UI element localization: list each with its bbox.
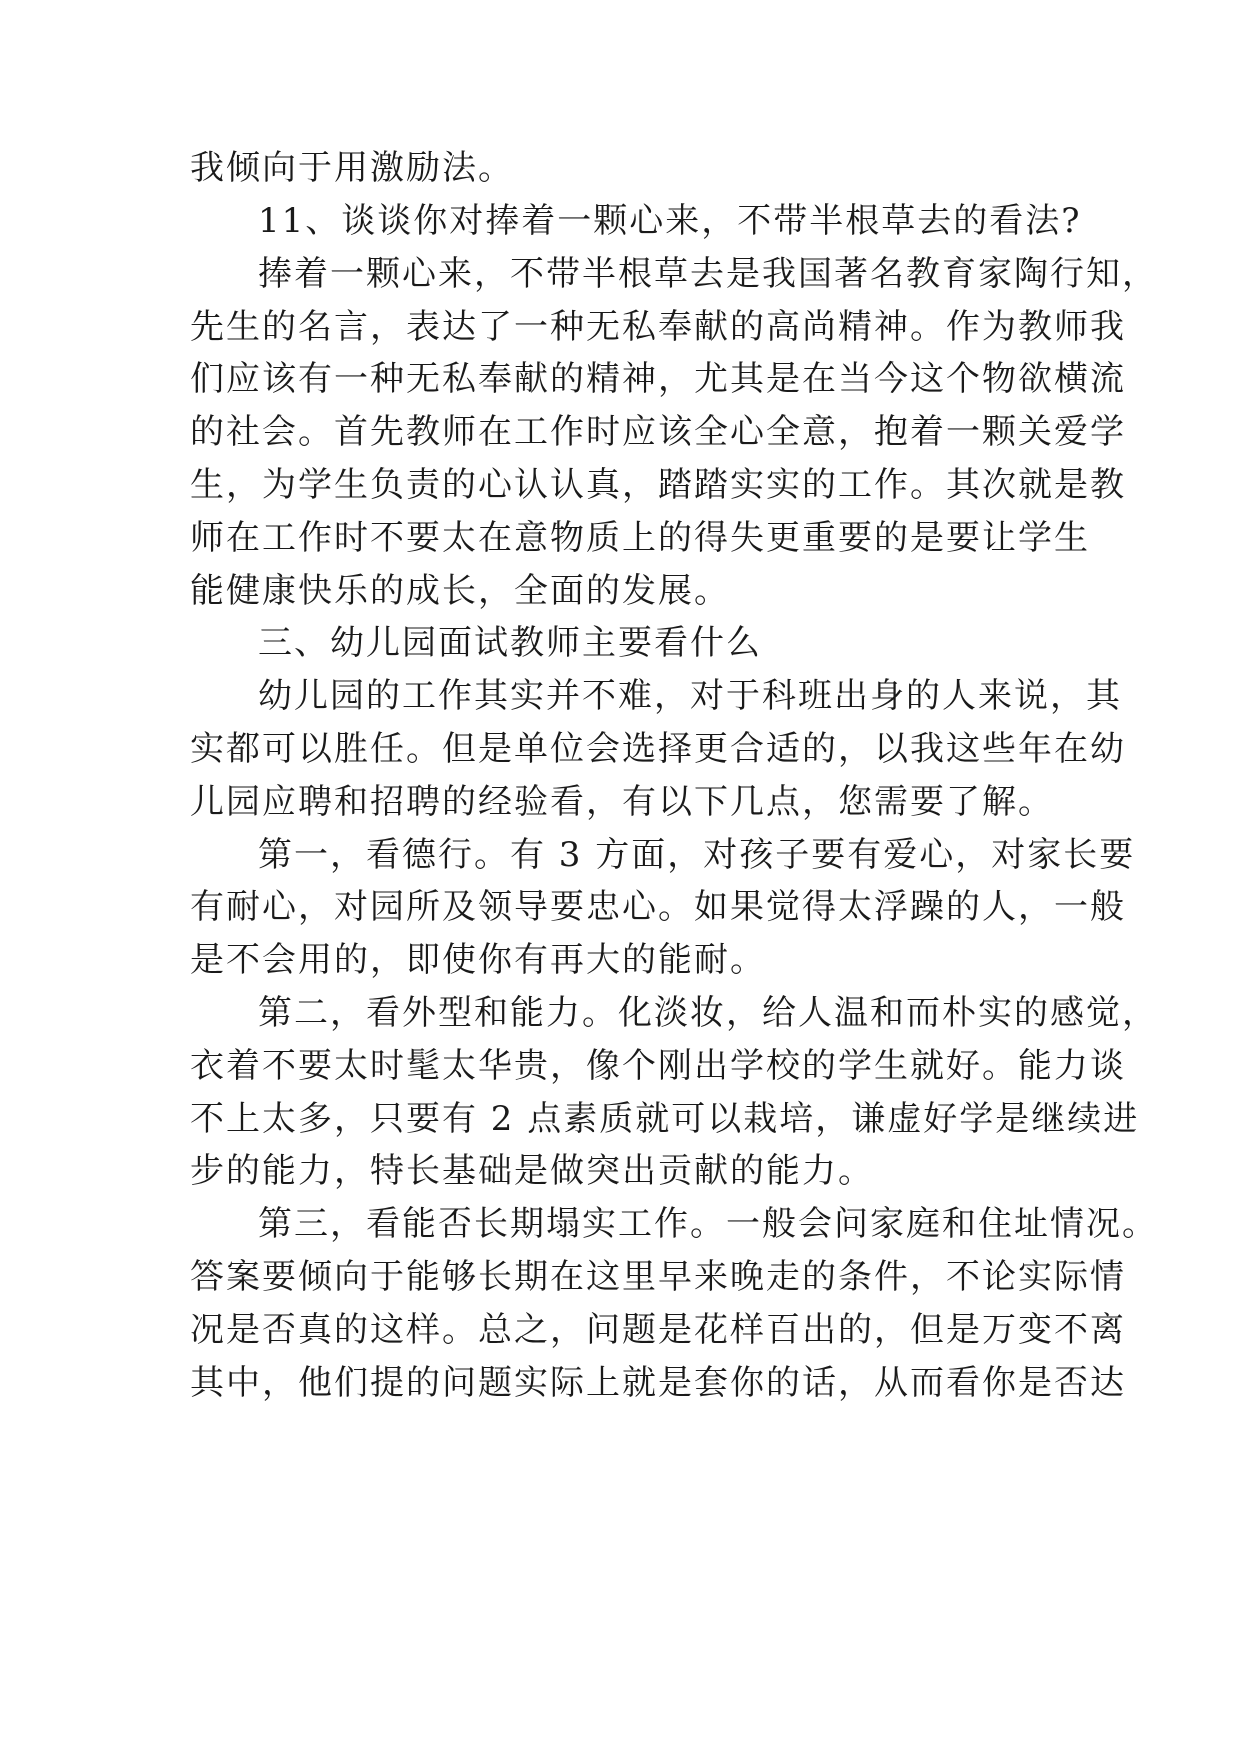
text-line: 能健康快乐的成长，全面的发展。 — [190, 571, 730, 611]
text-line: 其中，他们提的问题实际上就是套你的话，从而看你是否达 — [190, 1363, 1126, 1403]
text-line: 捧着一颗心来，不带半根草去是我国著名教育家陶行知， — [258, 254, 1158, 294]
text-line: 第一，看德行。有 3 方面，对孩子要有爱心，对家长要 — [258, 835, 1136, 875]
text-line: 们应该有一种无私奉献的精神，尤其是在当今这个物欲横流 — [190, 359, 1126, 399]
text-line: 步的能力，特长基础是做突出贡献的能力。 — [190, 1151, 874, 1191]
question-heading: 11、谈谈你对捧着一颗心来，不带半根草去的看法? — [258, 201, 1082, 241]
text-line: 我倾向于用激励法。 — [190, 148, 514, 188]
text-line: 衣着不要太时髦太华贵，像个刚出学校的学生就好。能力谈 — [190, 1046, 1126, 1086]
text-line: 答案要倾向于能够长期在这里早来晚走的条件，不论实际情 — [190, 1257, 1126, 1297]
text-line: 幼儿园的工作其实并不难，对于科班出身的人来说，其 — [258, 676, 1122, 716]
text-line: 生，为学生负责的心认认真，踏踏实实的工作。其次就是教 — [190, 465, 1126, 505]
text-line: 不上太多，只要有 2 点素质就可以栽培，谦虚好学是继续进 — [190, 1099, 1140, 1139]
text-line: 实都可以胜任。但是单位会选择更合适的，以我这些年在幼 — [190, 729, 1126, 769]
text-line: 况是否真的这样。总之，问题是花样百出的，但是万变不离 — [190, 1310, 1126, 1350]
text-line: 儿园应聘和招聘的经验看，有以下几点，您需要了解。 — [190, 782, 1054, 822]
text-line: 第三，看能否长期塌实工作。一般会问家庭和住址情况。 — [258, 1204, 1158, 1244]
text-line: 第二，看外型和能力。化淡妆，给人温和而朴实的感觉， — [258, 993, 1158, 1033]
text-line: 有耐心，对园所及领导要忠心。如果觉得太浮躁的人，一般 — [190, 887, 1126, 927]
text-line: 的社会。首先教师在工作时应该全心全意，抱着一颗关爱学 — [190, 412, 1126, 452]
section-heading: 三、幼儿园面试教师主要看什么 — [258, 623, 762, 663]
text-line: 师在工作时不要太在意物质上的得失更重要的是要让学生 — [190, 518, 1090, 558]
text-line: 先生的名言，表达了一种无私奉献的高尚精神。作为教师我 — [190, 307, 1126, 347]
text-line: 是不会用的，即使你有再大的能耐。 — [190, 940, 766, 980]
